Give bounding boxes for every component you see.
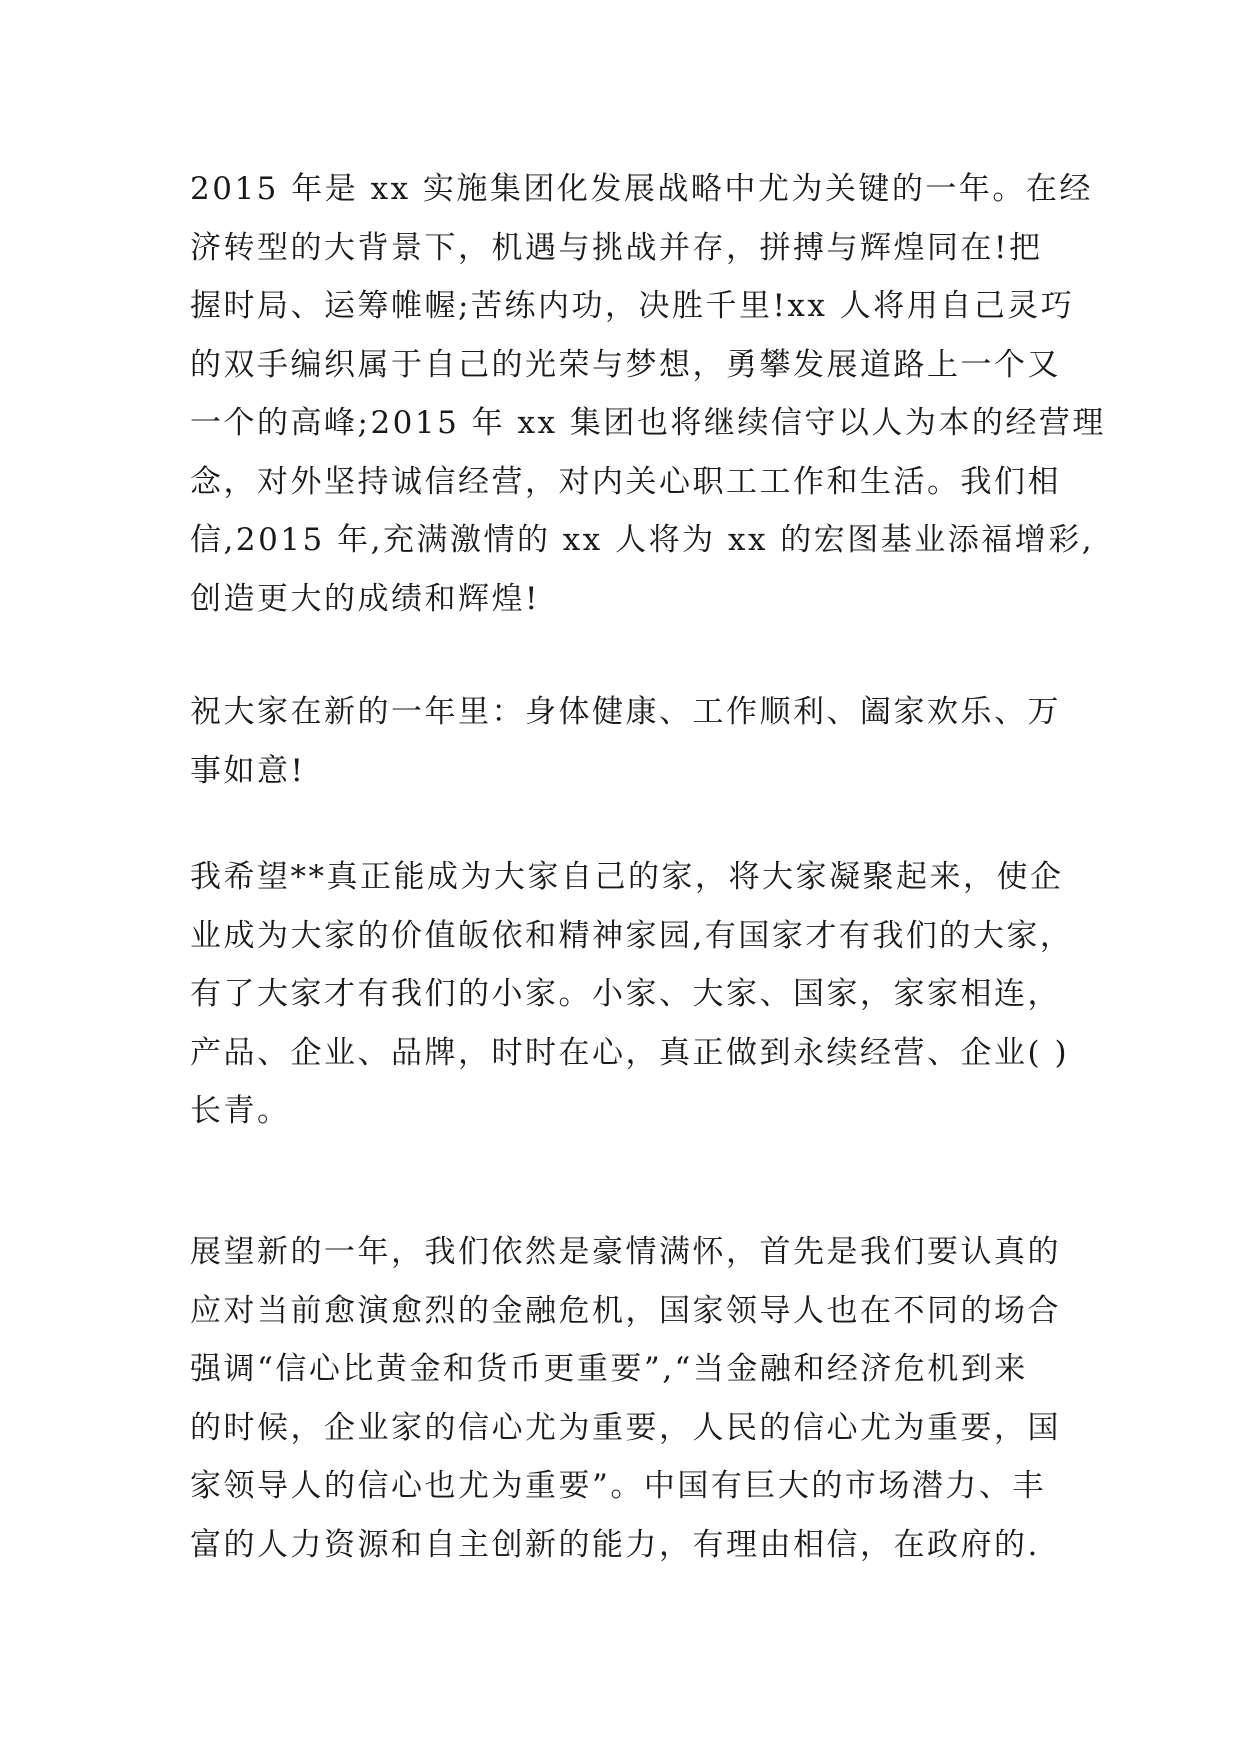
text-line: 祝大家在新的一年里：身体健康、工作顺利、阖家欢乐、万 [190, 694, 1061, 730]
text-line: 有了大家才有我们的小家。小家、大家、国家，家家相连， [190, 976, 1061, 1012]
text-line: 家领导人的信心也尤为重要”。中国有巨大的市场潜力、丰 [190, 1468, 1046, 1504]
paragraph-new-year-wishes [190, 683, 1060, 800]
text-line: 业成为大家的价值皈依和精神家园,有国家才有我们的大家， [190, 917, 1074, 954]
text-line: 我希望**真正能成为大家自己的家，将大家凝聚起来，使企 [190, 859, 1064, 895]
text-line: 长青。 [190, 1093, 291, 1129]
text-line: 一个的高峰;2015 年 xx 集团也将继续信守以人为本的经营理 [190, 405, 1106, 441]
text-line: 的时候，企业家的信心尤为重要，人民的信心尤为重要，国 [190, 1409, 1061, 1446]
text-line: 握时局、运筹帷幄;苦练内功，决胜千里!xx 人将用自己灵巧 [190, 288, 1075, 324]
text-line: 2015 年是 xx 实施集团化发展战略中尤为关键的一年。在经 [190, 171, 1093, 207]
paragraph-financial-crisis [190, 1223, 1060, 1574]
text-line: 强调“信心比黄金和货币更重要”,“当金融和经济危机到来 [190, 1351, 1028, 1387]
text-line: 信,2015 年,充满激情的 xx 人将为 xx 的宏图基业添福增彩, [190, 522, 1095, 558]
text-line: 应对当前愈演愈烈的金融危机，国家领导人也在不同的场合 [190, 1292, 1061, 1329]
text-line: 的双手编织属于自己的光荣与梦想，勇攀发展道路上一个又 [190, 346, 1061, 383]
text-line: 事如意! [190, 752, 306, 789]
text-line: 产品、企业、品牌，时时在心，真正做到永续经营、企业( ) [190, 1034, 1070, 1071]
text-line: 创造更大的成绩和辉煌! [190, 580, 540, 617]
paragraph-outlook-2015 [190, 160, 1106, 628]
paragraph-company-as-home [190, 848, 1074, 1141]
text-line: 富的人力资源和自主创新的能力，有理由相信，在政府的. [190, 1526, 1040, 1563]
text-line: 展望新的一年，我们依然是豪情满怀，首先是我们要认真的 [190, 1234, 1061, 1270]
text-line: 济转型的大背景下，机遇与挑战并存，拼搏与辉煌同在!把 [190, 229, 1043, 266]
text-line: 念，对外坚持诚信经营，对内关心职工工作和生活。我们相 [190, 463, 1061, 500]
